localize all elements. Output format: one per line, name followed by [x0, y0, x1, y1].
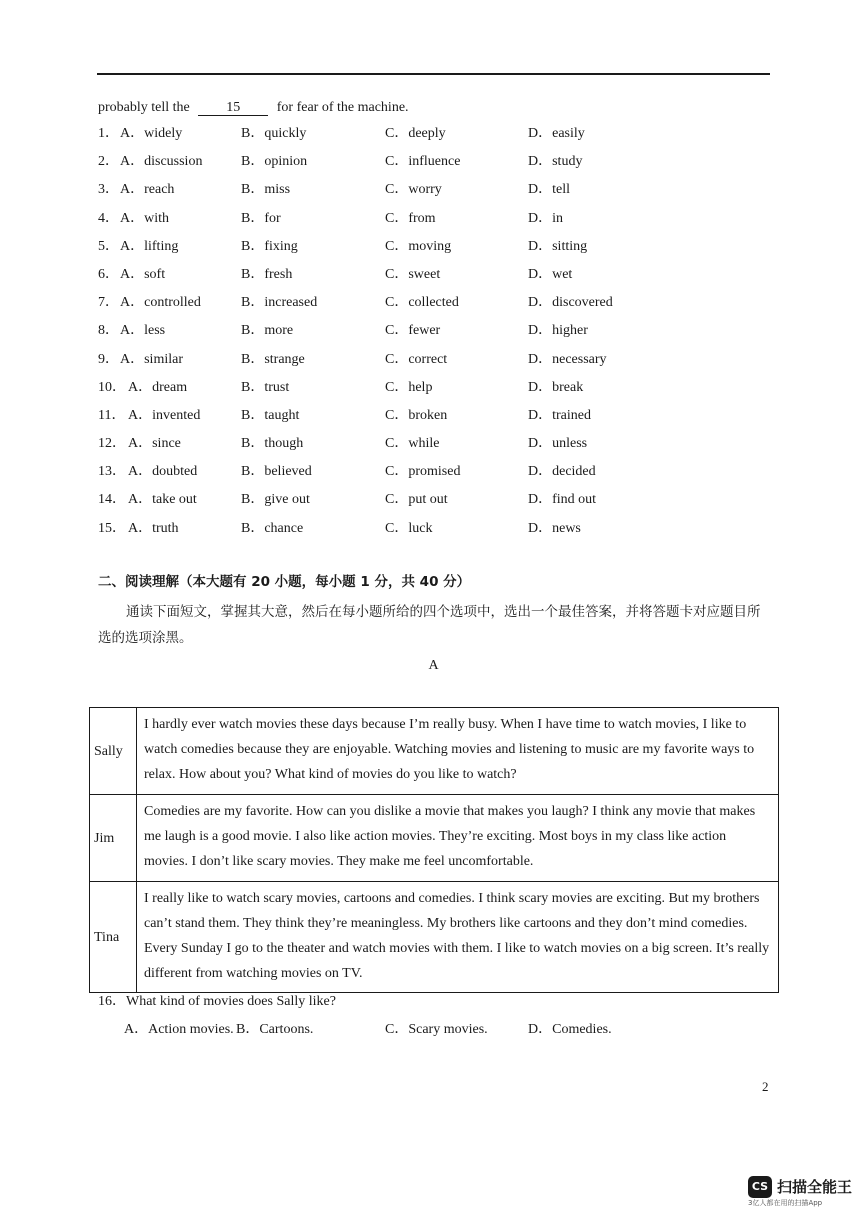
continuation-after: for fear of the machine.: [276, 100, 409, 115]
option-row: [0, 124, 867, 152]
option-row: [0, 406, 867, 434]
question-number: 11．: [98, 407, 126, 423]
option-d: D．necessary: [528, 351, 607, 367]
option-a: A．widely: [120, 126, 183, 141]
option-c: C．deeply: [385, 126, 446, 141]
option-a: A．controlled: [120, 295, 201, 311]
option-c: C．from: [385, 210, 436, 226]
option-b: B．trust: [241, 379, 290, 395]
option-d: D．discovered: [528, 295, 613, 311]
passage-table: [89, 707, 779, 993]
option-row: [0, 237, 867, 265]
speaker-name: Jim: [90, 795, 137, 882]
option-d: D．decided: [528, 464, 596, 480]
option-c: C．influence: [385, 154, 461, 170]
option-b: B．give out: [241, 492, 310, 508]
option-row: [0, 490, 867, 518]
watermark-name: 扫描全能王: [777, 1178, 853, 1196]
passage-row: [90, 708, 779, 795]
watermark-tagline: 3亿人都在用的扫描App: [748, 1199, 823, 1207]
option-a: A．invented: [128, 407, 201, 423]
option-row: [0, 209, 867, 237]
option-d: D．Comedies.: [528, 1022, 612, 1037]
question-number: 8．: [98, 323, 119, 339]
question-number: 15．: [98, 520, 126, 536]
question-number: 4．: [98, 210, 119, 226]
option-row: [0, 519, 867, 547]
option-b: B．increased: [241, 295, 318, 311]
question-number: 6．: [98, 266, 119, 282]
option-a: A．dream: [128, 379, 188, 395]
option-a: A．soft: [120, 266, 166, 282]
option-d: D．tell: [528, 182, 570, 198]
option-c: C．promised: [385, 464, 461, 480]
option-d: D．wet: [528, 266, 573, 282]
option-b: B．quickly: [241, 126, 307, 141]
option-a: A．with: [120, 210, 169, 226]
option-d: D．find out: [528, 492, 597, 508]
camscanner-logo-icon: CS: [748, 1176, 772, 1198]
passage-row: [90, 795, 779, 882]
section-instructions: 通读下面短文，掌握其大意，然后在每小题所给的四个选项中，选出一个最佳答案，并将答题卡对应题目所选的选项涂黑。: [98, 604, 761, 646]
option-a: A．less: [120, 323, 166, 339]
option-row: [0, 434, 867, 462]
option-a: A．truth: [128, 520, 179, 536]
option-d: D．trained: [528, 407, 591, 423]
speaker-text: I hardly ever watch movies these days because I’m really busy. When I have time to watch movies, I like to watch comedies because they are enjoyable. Watching movies and listening to music are my favorite ways to relax. How about you? What kind of movies do you like to watch?: [137, 708, 779, 795]
option-c: C．Scary movies.: [385, 1022, 488, 1037]
option-d: D．break: [528, 379, 584, 395]
option-c: C．while: [385, 436, 440, 452]
question-number: 13．: [98, 464, 126, 480]
option-b: B．Cartoons.: [236, 1022, 314, 1037]
option-d: D．sitting: [528, 238, 588, 254]
option-row: [0, 321, 867, 349]
option-b: B．believed: [241, 464, 312, 480]
option-row: [0, 293, 867, 321]
option-c: C．worry: [385, 182, 442, 198]
cloze-options-list: [0, 124, 867, 547]
option-row: [0, 350, 867, 378]
option-c: C．sweet: [385, 266, 441, 282]
option-c: C．fewer: [385, 323, 441, 339]
passage-continuation: [98, 99, 409, 117]
option-b: B．for: [241, 210, 281, 226]
option-a: A．lifting: [120, 238, 179, 254]
question-number: 3．: [98, 182, 119, 198]
question-number: 12．: [98, 436, 126, 452]
header-rule: [97, 73, 770, 75]
option-a: A．take out: [128, 492, 197, 508]
speaker-text: I really like to watch scary movies, cartoons and comedies. I think scary movies are exciting. But my brothers can’t stand them. They think they’re meaningless. My brothers like cartoons and they don’t mind comedies. Every Sunday I go to the theater and watch movies with them. I like to watch movies on a big screen. It’s really different from watching movies on TV.: [137, 882, 779, 993]
speaker-name: Tina: [90, 882, 137, 993]
option-b: B．fresh: [241, 266, 293, 282]
option-d: D．unless: [528, 436, 588, 452]
option-row: [0, 152, 867, 180]
option-b: B．strange: [241, 351, 305, 367]
continuation-before: probably tell the: [98, 100, 190, 115]
option-d: D．news: [528, 520, 581, 536]
option-c: C．collected: [385, 295, 459, 311]
question-16-prompt: 16．What kind of movies does Sally like?: [98, 994, 336, 1009]
option-c: C．help: [385, 379, 433, 395]
option-b: B．taught: [241, 407, 300, 423]
question-number: 10．: [98, 379, 126, 395]
option-row: [0, 265, 867, 293]
option-a: A．doubted: [128, 464, 198, 480]
question-number: 7．: [98, 295, 119, 311]
passage-label: A: [428, 658, 439, 673]
option-a: A．discussion: [120, 154, 203, 170]
question-number: 5．: [98, 238, 119, 254]
option-c: C．moving: [385, 238, 452, 254]
option-row: [0, 462, 867, 490]
option-b: B．opinion: [241, 154, 308, 170]
question-number: 1．: [98, 126, 119, 141]
question-number: 14．: [98, 492, 126, 508]
passage-row: [90, 882, 779, 993]
option-b: B．chance: [241, 520, 304, 536]
option-b: B．more: [241, 323, 294, 339]
option-row: [0, 378, 867, 406]
option-c: C．luck: [385, 520, 433, 536]
question-number: 9．: [98, 351, 119, 367]
speaker-text: Comedies are my favorite. How can you dislike a movie that makes you laugh? I think any movie that makes me laugh is a good movie. I also like action movies. They’re exciting. Most boys in my class like action movies. I don’t like scary movies. They make me feel uncomfortable.: [137, 795, 779, 882]
option-a: A．Action movies.: [124, 1022, 234, 1037]
option-d: D．in: [528, 210, 563, 226]
option-d: D．higher: [528, 323, 588, 339]
option-a: A．since: [128, 436, 181, 452]
option-c: C．correct: [385, 351, 448, 367]
blank-15: 15: [198, 100, 268, 116]
option-a: A．reach: [120, 182, 175, 198]
question-16-options: [0, 1020, 867, 1040]
option-row: [0, 180, 867, 208]
speaker-name: Sally: [90, 708, 137, 795]
section-heading: 二、阅读理解（本大题有 20 小题，每小题 1 分，共 40 分）: [98, 574, 471, 590]
option-a: A．similar: [120, 351, 183, 367]
option-b: B．though: [241, 436, 304, 452]
option-d: D．study: [528, 154, 583, 170]
option-c: C．broken: [385, 407, 448, 423]
option-b: B．miss: [241, 182, 291, 198]
option-b: B．fixing: [241, 238, 298, 254]
option-c: C．put out: [385, 492, 448, 508]
option-d: D．easily: [528, 126, 585, 141]
page-number: 2: [762, 1079, 769, 1094]
question-number: 2．: [98, 154, 119, 170]
